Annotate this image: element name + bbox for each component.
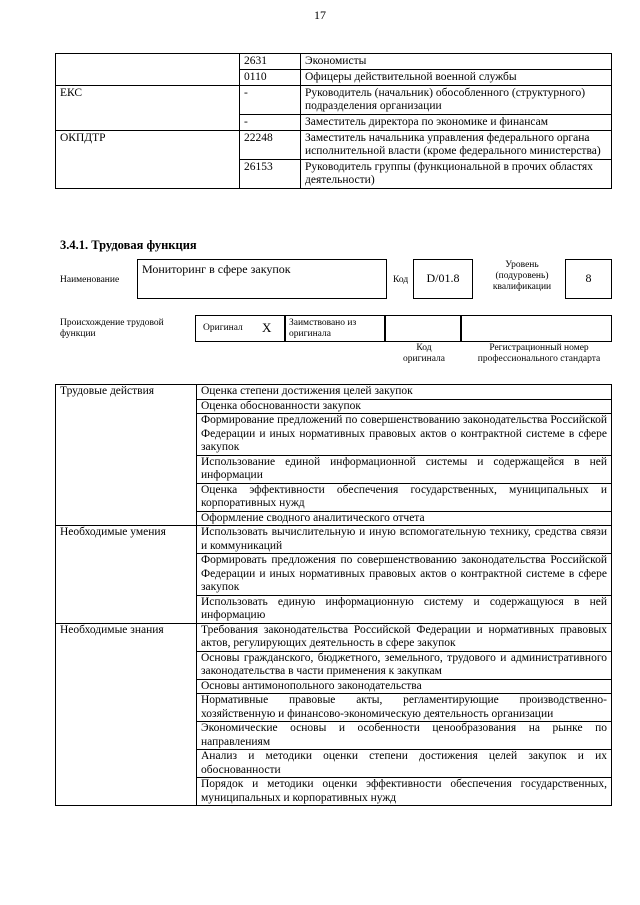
- classifier-name: ЕКС: [56, 86, 240, 131]
- classifier-code: 26153: [240, 160, 301, 189]
- level-value: 8: [585, 271, 592, 285]
- function-item: Порядок и методики оценки эффективности обеспечения государственных, муниципальных и корпоративных нужд: [197, 778, 612, 806]
- classifier-code: -: [240, 115, 301, 131]
- function-name-box: [137, 259, 387, 299]
- function-category: Необходимые умения: [56, 526, 197, 624]
- classifier-code: -: [240, 86, 301, 115]
- classifier-name: ОКПДТР: [56, 131, 240, 189]
- borrowed-box: [285, 315, 385, 342]
- classifier-code: 0110: [240, 70, 301, 86]
- orig-code-box: [385, 315, 461, 342]
- function-code: D/01.8: [426, 271, 460, 285]
- function-code-box: [413, 259, 473, 299]
- origin-label: Происхождение трудовой функции: [60, 318, 164, 339]
- orig-code-caption: Код оригинала: [403, 343, 445, 364]
- classifier-title: Руководитель (начальник) обособленного (структурного) подразделения организации: [301, 86, 612, 115]
- reg-number-caption: Регистрационный номер профессионального стандарта: [477, 343, 601, 364]
- function-item: Анализ и методики оценки степени достижения целей закупок и их обоснованности: [197, 750, 612, 778]
- function-item: Основы антимонопольного законодательства: [197, 679, 612, 694]
- classification-row: [56, 86, 612, 115]
- classifier-title: Заместитель директора по экономике и финансам: [301, 115, 612, 131]
- function-item: Основы гражданского, бюджетного, земельного, трудового и административного законодательства в части применения к закупкам: [197, 651, 612, 679]
- function-item: Экономические основы и особенности ценообразования на рынке по направлениям: [197, 722, 612, 750]
- borrowed-label: Заимствовано из оригинала: [289, 318, 357, 339]
- labor-function-table: [55, 384, 612, 806]
- level-box: [565, 259, 612, 299]
- original-mark: X: [262, 320, 272, 335]
- classification-row: [56, 131, 612, 160]
- function-item: Оценка степени достижения целей закупок: [197, 385, 612, 400]
- function-item: Формировать предложения по совершенствованию законодательства Российской Федерации и иных нормативных правовых актов о контрактной системе в сфере закупок: [197, 554, 612, 596]
- classifier-title: Офицеры действительной военной службы: [301, 70, 612, 86]
- classifier-name: [56, 54, 240, 86]
- function-item: Формирование предложений по совершенствованию законодательства Российской Федерации и иных нормативных правовых актов о контрактной системе в сфере закупок: [197, 414, 612, 456]
- section-title: 3.4.1. Трудовая функция: [60, 238, 197, 252]
- function-item: Нормативные правовые акты, регламентирующие производственно-хозяйственную и финансово-экономическую деятельность организации: [197, 694, 612, 722]
- classification-table: [55, 53, 612, 189]
- function-category: Трудовые действия: [56, 385, 197, 526]
- function-name: Мониторинг в сфере закупок: [142, 262, 291, 276]
- classifier-code: 2631: [240, 54, 301, 70]
- function-item: Требования законодательства Российской Федерации и нормативных правовых актов, регулирующих деятельность в сфере закупок: [197, 623, 612, 651]
- function-item: Использовать вычислительную и иную вспомогательную технику, средства связи и коммуникаций: [197, 526, 612, 554]
- name-label: Наименование: [60, 275, 120, 285]
- reg-number-box: [461, 315, 612, 342]
- function-row: [56, 623, 612, 651]
- code-label: Код: [393, 275, 409, 285]
- function-item: Использование единой информационной системы и содержащейся в ней информации: [197, 455, 612, 483]
- function-item: Оформление сводного аналитического отчета: [197, 511, 612, 526]
- classifier-title: Экономисты: [301, 54, 612, 70]
- function-item: Использовать единую информационную систему и содержащуюся в ней информацию: [197, 595, 612, 623]
- page-number: 17: [314, 8, 326, 22]
- level-label: Уровень (подуровень) квалификации: [492, 260, 552, 292]
- original-label: Оригинал: [203, 323, 243, 333]
- original-box: [195, 315, 285, 342]
- classifier-title: Заместитель начальника управления федерального органа исполнительной власти (кроме федерального министерства): [301, 131, 612, 160]
- function-item: Оценка эффективности обеспечения государственных, муниципальных и корпоративных нужд: [197, 483, 612, 511]
- classification-row: [56, 54, 612, 70]
- function-item: Оценка обоснованности закупок: [197, 399, 612, 414]
- classifier-title: Руководитель группы (функциональной в прочих областях деятельности): [301, 160, 612, 189]
- function-row: [56, 385, 612, 400]
- function-row: [56, 526, 612, 554]
- classifier-code: 22248: [240, 131, 301, 160]
- function-category: Необходимые знания: [56, 623, 197, 806]
